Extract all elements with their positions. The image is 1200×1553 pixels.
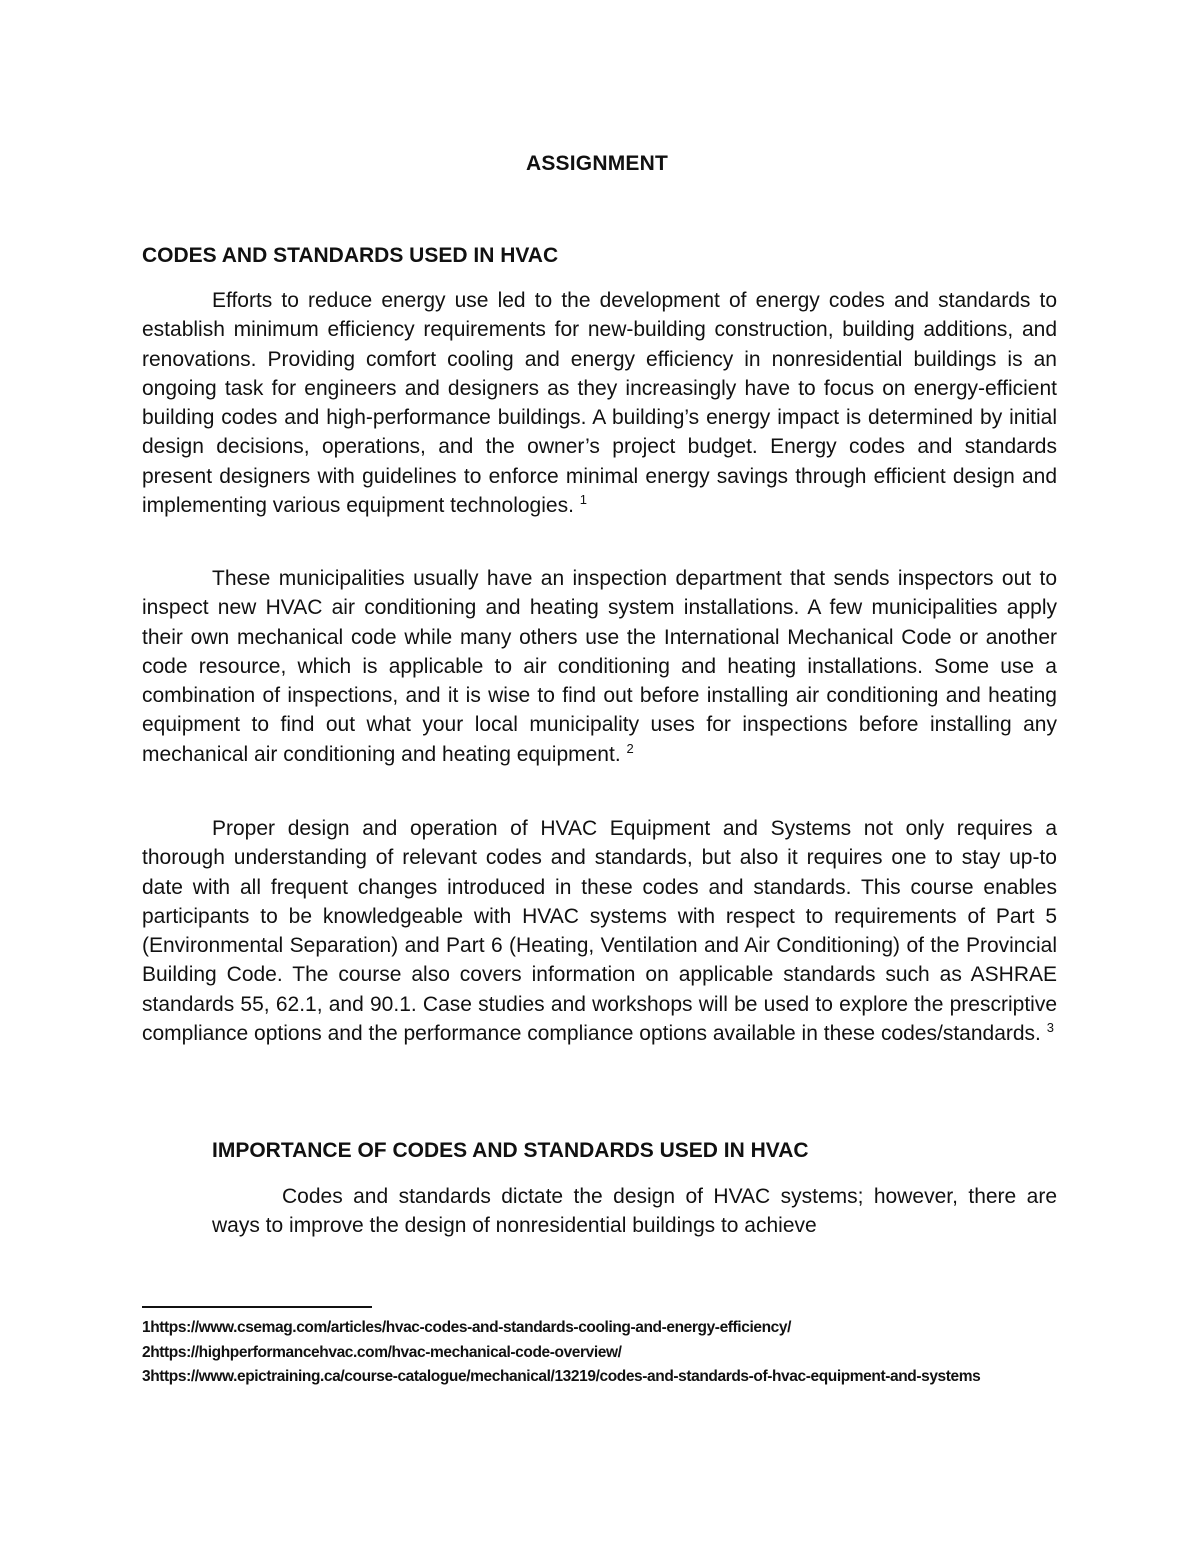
body-paragraph-3 — [142, 814, 1057, 1048]
footnote-ref-2[interactable]: 2 — [626, 740, 634, 756]
footnote-ref-3[interactable]: 3 — [1046, 1020, 1054, 1036]
paragraph-1-text: Efforts to reduce energy use led to the development of energy codes and standards to establish minimum efficiency requirements for new-building construction, building additions, and renovations. Providing comfort cooling and energy efficiency in nonresidential buildings is an ongoing task for engineers and designers as they increasingly have to focus on energy-efficient building codes and high-performance buildings. A building’s energy impact is determined by initial design decisions, operations, and the owner’s project budget. Energy codes and standards present designers with guidelines to enforce minimal energy savings through efficient design and implementing various equipment technologies. — [142, 289, 1057, 518]
body-paragraph-4 — [212, 1182, 1057, 1241]
paragraph-2-text: These municipalities usually have an inspection department that sends inspectors out to inspect new HVAC air conditioning and heating system installations. A few municipalities apply their own mechanical code while many others use the International Mechanical Code or another code resource, which is applicable to air conditioning and heating installations. Some use a combination of inspections, and it is wise to find out before installing air conditioning and heating equipment to find out what your local municipality uses for inspections before installing any mechanical air conditioning and heating equipment. — [142, 567, 1057, 766]
body-paragraph-2 — [142, 564, 1057, 769]
paragraph-4-text: Codes and standards dictate the design of HVAC systems; however, there are ways to improve the design of nonresidential buildings to achieve — [212, 1185, 1057, 1238]
footnotes — [142, 1316, 1057, 1390]
section-heading-importance: IMPORTANCE OF CODES AND STANDARDS USED IN HVAC — [212, 1139, 809, 1162]
footnote-2[interactable]: 2https://highperformancehvac.com/hvac-mechanical-code-overview/ — [142, 1343, 622, 1361]
footnote-1[interactable]: 1https://www.csemag.com/articles/hvac-codes-and-standards-cooling-and-energy-efficiency/ — [142, 1319, 791, 1336]
paragraph-3-text: Proper design and operation of HVAC Equipment and Systems not only requires a thorough understanding of relevant codes and standards, but also it requires one to stay up-to date with all frequent changes introduced in these codes and standards. This course enables participants to be knowledgeable with HVAC systems with respect to requirements of Part 5 (Environmental Separation) and Part 6 (Heating, Ventilation and Air Conditioning) of the Provincial Building Code. The course also covers information on applicable standards such as ASHRAE standards 55, 62.1, and 90.1. Case studies and workshops will be used to explore the prescriptive compliance options and the performance compliance options available in these codes/standards. — [142, 817, 1057, 1046]
footnote-separator — [142, 1306, 372, 1308]
section-heading-codes-and-standards: CODES AND STANDARDS USED IN HVAC — [142, 244, 559, 267]
body-paragraph-1 — [142, 286, 1057, 520]
document-title: ASSIGNMENT — [525, 152, 668, 175]
footnote-3[interactable]: 3https://www.epictraining.ca/course-catalogue/mechanical/13219/codes-and-standards-of-hvac-equipment-and-systems — [142, 1368, 981, 1385]
footnote-ref-1[interactable]: 1 — [579, 492, 587, 508]
